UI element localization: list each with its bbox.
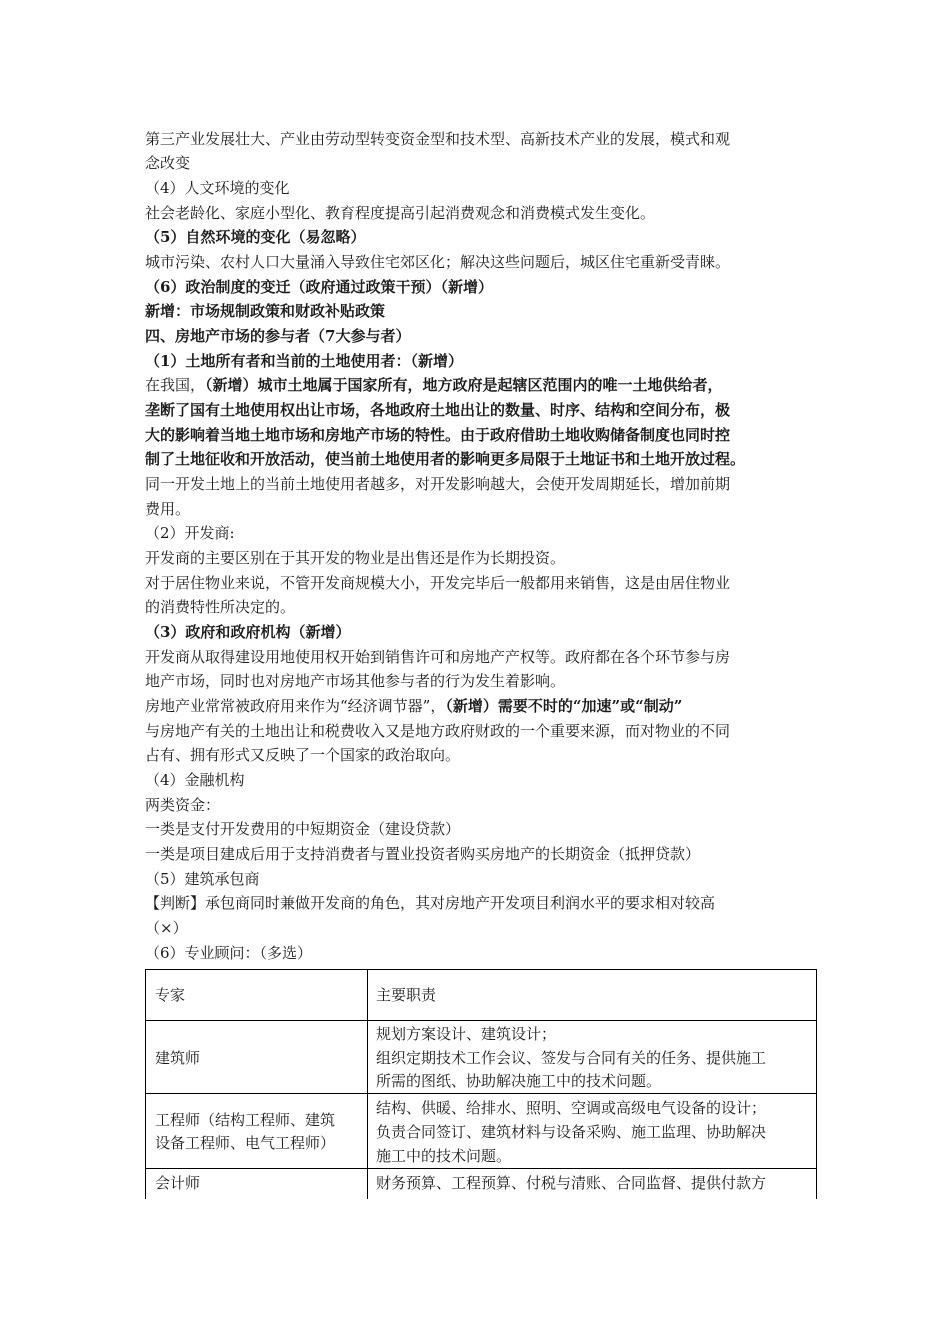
table-cell-expert: 建筑师	[155, 1049, 201, 1067]
text-line: 大的影响着当地土地市场和房地产市场的特性。由于政府借助土地收购储备制度也同时控	[145, 426, 731, 444]
text-line: 城市污染、农村人口大量涌入导致住宅郊区化；解决这些问题后，城区住宅重新受青睐。	[145, 253, 731, 271]
text-line: 社会老龄化、家庭小型化、教育程度提高引起消费观念和消费模式发生变化。	[145, 204, 656, 222]
text-span: 在我国，	[145, 376, 206, 394]
text-line: 制了土地征收和开放活动，使当前土地使用者的影响更多局限于土地证书和土地开放过程。	[145, 450, 746, 468]
text-line: 第三产业发展壮大、产业由劳动型转变资金型和技术型、高新技术产业的发展，模式和观	[145, 130, 731, 148]
text-line: 两类资金：	[145, 796, 221, 814]
table-cell-duties: 施工中的技术问题。	[376, 1147, 512, 1165]
section-heading: （1）土地所有者和当前的土地使用者：（新增）	[145, 352, 463, 370]
text-line: 费用。	[145, 500, 191, 518]
text-line: 的消费特性所决定的。	[145, 598, 296, 616]
section-heading: （3）政府和政府机构（新增）	[145, 623, 351, 641]
table-cell-duties: 规划方案设计、建筑设计；	[376, 1025, 557, 1043]
text-line: 开发商的主要区别在于其开发的物业是出售还是作为长期投资。	[145, 549, 566, 567]
text-span-bold: （新增）城市土地属于国家所有，地方政府是起辖区范围内的唯一土地供给者，	[205, 376, 723, 394]
table-cell-duties: 组织定期技术工作会议、签发与合同有关的任务、提供施工	[376, 1049, 767, 1067]
table-cell-expert: 工程师（结构工程师、建筑	[155, 1111, 336, 1129]
text-line	[145, 694, 817, 718]
table-cell-duties: 所需的图纸、协助解决施工中的技术问题。	[376, 1072, 662, 1090]
table-cell-expert: 会计师	[155, 1174, 201, 1192]
section-heading: （6）政治制度的变迁（政府通过政策干预）（新增）	[145, 278, 493, 296]
section-heading: （2）开发商:	[145, 524, 235, 542]
experts-table	[145, 969, 817, 1199]
section-heading: （6）专业顾问：（多选）	[145, 944, 313, 962]
section-heading: （5）自然环境的变化（易忽略）	[145, 228, 366, 246]
text-line: （×）	[145, 919, 188, 937]
table-header-expert: 专家	[155, 986, 186, 1004]
table-cell-duties: 财务预算、工程预算、付税与清账、合同监督、提供付款方	[376, 1174, 767, 1192]
text-line: 垄断了国有土地使用权出让市场，各地政府土地出让的数量、时序、结构和空间分布，极	[145, 401, 731, 419]
chapter-heading: 四、房地产市场的参与者（7大参与者）	[145, 327, 411, 345]
table-cell-duties: 结构、供暖、给排水、照明、空调或高级电气设备的设计；	[376, 1099, 767, 1117]
text-line: 新增：市场规制政策和财政补贴政策	[145, 302, 386, 320]
text-line	[145, 373, 817, 397]
table-cell-duties: 负责合同签订、建筑材料与设备采购、施工监理、协助解决	[376, 1123, 767, 1141]
text-line: 开发商从取得建设用地使用权开始到销售许可和房地产产权等。政府都在各个环节参与房	[145, 648, 731, 666]
text-line: 一类是项目建成后用于支持消费者与置业投资者购买房地产的长期资金（抵押贷款）	[145, 845, 701, 863]
text-span: 房地产业常常被政府用来作为“经济调节器”，	[145, 697, 446, 715]
text-line: 对于居住物业来说，不管开发商规模大小，开发完毕后一般都用来销售，这是由居住物业	[145, 574, 731, 592]
table-header-duties: 主要职责	[376, 986, 437, 1004]
section-heading: （4）金融机构	[145, 771, 245, 789]
text-line: 与房地产有关的土地出让和税费收入又是地方政府财政的一个重要来源，而对物业的不同	[145, 722, 731, 740]
text-line: 【判断】承包商同时兼做开发商的角色，其对房地产开发项目利润水平的要求相对较高	[145, 894, 716, 912]
text-line: 一类是支付开发费用的中短期资金（建设贷款）	[145, 820, 461, 838]
section-heading: （4）人文环境的变化	[145, 179, 290, 197]
text-line: 念改变	[145, 154, 191, 172]
text-line: 地产市场，同时也对房地产市场其他参与者的行为发生着影响。	[145, 672, 566, 690]
section-heading: （5）建筑承包商	[145, 870, 260, 888]
table-cell-expert: 设备工程师、电气工程师）	[155, 1134, 336, 1152]
text-line: 同一开发土地上的当前土地使用者越多，对开发影响越大，会使开发周期延长，增加前期	[145, 475, 731, 493]
text-span-bold: （新增）需要不时的“加速”或“制动”	[445, 697, 683, 715]
text-line: 占有、拥有形式又反映了一个国家的政治取向。	[145, 746, 461, 764]
